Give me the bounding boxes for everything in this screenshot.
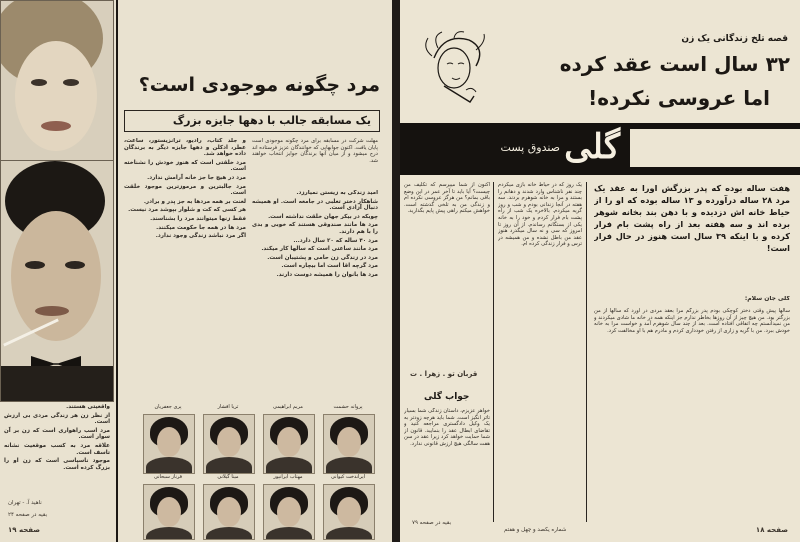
answer-item: مرد گرچه اقا است اما بیچاره است. (281, 263, 378, 270)
answer-item: مرد ها در همه جا حکومت میکنند. (156, 224, 246, 231)
answer-item: فقط زنها میتوانند مرد را بشناسند. (150, 215, 246, 222)
model-photo-man (0, 160, 114, 402)
column-rule (116, 0, 118, 542)
portrait-caption: فرناز سبحانی (153, 474, 183, 480)
portrait-caption: ایراندخت کیوانی (331, 474, 365, 480)
column-rule (586, 182, 587, 522)
portrait-caption: پری جعفریان (154, 404, 182, 410)
model-photo-woman (0, 0, 114, 162)
portrait-caption: مهتاب ایرانپور (273, 474, 303, 480)
answer-item: مرد در زندگی زن حامی و پشتیبان است. (267, 254, 378, 261)
story-summary: هفت ساله بوده که پدر بزرگش اورا به عقد یک مرد ۲۸ ساله درآورده و ۱۳ ساله بوده که او را از حیاط خانه اش دزدیده و با دهن بند بخانه شوهر برده اند و سه هفته بعد از راه پشت بام فرار کرده و با اینکه ۳۹ سال است هنوز در حال فرار است! (594, 183, 790, 253)
reply-title: جواب گلی (424, 392, 470, 402)
answer-item: امید زندگی به زیستن نمیارزد. (296, 190, 378, 196)
signature: قربان تو . زهرا . ت (410, 370, 478, 378)
portrait-caption: مریم ابراهیمی (273, 404, 303, 410)
answers-column-right (252, 190, 378, 390)
right-page (400, 0, 800, 542)
answer-item: علاقه مرد به کسب موقعیت نشانه تاسف است. (4, 442, 110, 456)
page-title: مرد چگونه موجودی است؟ (138, 74, 380, 96)
portrait-caption: پروانه حشمت (333, 404, 363, 410)
portrait-photo (323, 414, 375, 474)
answers-column-left (4, 404, 110, 514)
column-header-band (400, 123, 800, 175)
portrait-photo (263, 484, 315, 540)
page-caption: بقیه در صفحه ۲۴ (8, 512, 48, 518)
answers-column-middle (124, 138, 246, 390)
column-title-prefix: صندوق پست (500, 141, 560, 154)
answer-item: هر کسی که کت و شلوار بپوشد مرد نیست. (128, 207, 246, 214)
answer-item: شاهکار دختر تغلبی در جامعه است. او همیشه دنبال آزادی است. (252, 198, 378, 212)
page-gutter (392, 0, 400, 542)
answer-item: مرد خلقتی است که هنوز خودش را نشناخته است. (124, 159, 246, 173)
answer-item: اگر مرد نباشد زندگی وجود ندارد. (155, 233, 246, 240)
kicker: قصه تلخ زندگانی یک زن (681, 34, 788, 44)
page-number: صفحه ۱۸ (755, 526, 788, 534)
intro-text: مهلت شرکت در مسابقه برای مرد چگونه موجودی است پایان یافت. اکنون جوابهایی که خوانندگان عزیز فرستاده اند درج میشود و از میان آنها برندگان جوایز انتخاب خواهند شد. (252, 138, 378, 164)
answer-item: مرد ها بانوان را همیشه دوست دارند. (276, 271, 378, 278)
subheadline: یک مسابقه جالب با دهها جایزه بزرگ (172, 114, 371, 127)
left-page (0, 0, 392, 542)
reply-text: خواهر عزیزم، داستان زندگی شما بسیار تاثر انگیز است. شما باید هرچه زودتر به یک وکیل دادگستری مراجعه کنید و تقاضای ابطال عقد را بنمایید. قانون از شما حمایت خواهد کرد زیرا عقد در سن هفت سالگی هیچ ارزش قانونی ندارد. (404, 408, 490, 447)
answer-item: مرد مانند ساعتی است که سالها کار میکند. (261, 246, 378, 253)
letter-column-left: اکنون از شما میپرسم که تکلیف من چیست؟ آیا باید تا آخر عمر در این وضع باقی بمانم؟ من هرگز عروسی نکرده ام و زندگی من به تلخی گذشته است. خواهش میکنم راهی پیش پایم بگذارید. (404, 182, 490, 215)
portrait-photo (323, 484, 375, 540)
portrait-caption: مینا گیلانی (217, 474, 239, 480)
answer-item: لعنت بر همه مردها به جز پدر و برادر. (143, 198, 246, 205)
page-number: صفحه ۱۹ (8, 526, 41, 534)
portrait-photo (143, 484, 195, 540)
page-subtitle: اما عروسی نکرده! (588, 86, 770, 110)
answer-item: مرد اسب راهواری است که زن بر آن سوار است. (4, 427, 110, 441)
answer-item: چوبکه در بیکر جهان خلقت نداشته است. (268, 213, 378, 220)
answer-item: موجود ناسپاسی است که زن او را بزرگ کرده است. (4, 458, 110, 471)
page-title: ۳۲ سال است عقد کرده (559, 52, 790, 76)
answer-item: از نظر زن هر زندگی مردی بی ارزش است. (4, 412, 110, 426)
contributor-note: ناهید آ. - تهران (8, 500, 42, 506)
portrait-photo (203, 414, 255, 474)
footer-caption: بقیه در صفحه ۷۹ (412, 520, 452, 526)
portrait-caption: ثریا افشار (217, 404, 239, 410)
portrait-photo (263, 414, 315, 474)
answer-item: مرد جالبترین و مرموزترین موجود خلقت است. (124, 183, 246, 197)
sketch-woman-illustration (414, 28, 494, 108)
letter-column-middle: یک روز که در حیاط خانه بازی میکردم چند نفر ناشناس وارد شدند و دهانم را بستند و مرا به خانه شوهرم بردند. سه هفته در آنجا زندانی بودم و شب و روز گریه میکردم. بالاخره یک شب از راه پشت بام فرار کردم و خود را به خانه یکی از بستگانم رساندم. از آن روز تا امروز که سی و نه سال میگذرد هنوز عقد من باطل نشده و من همیشه در ترس و فرار زندگی کرده ام. (498, 182, 582, 248)
answer-item: و جلد کتاب، رادیو، ترانزیستور، ساعت، عطر، ادکلن و دهها جایزه دیگر به برندگان داده خواهد شد. (124, 138, 246, 158)
portrait-photo (203, 484, 255, 540)
column-rule (493, 182, 494, 522)
answer-item: مرد ها مانند صندوقی هستند که خوبی و بدی را با هم دارند. (252, 222, 378, 235)
answer-item: واقعیتی هستند. (66, 404, 110, 410)
letter-column-right: سالها پیش وقتی دختر کوچکی بودم پدر بزرگم مرا بعقد مردی در آورد که سالها از من بزرگتر بود. من هیچ چیز از آن روزها بخاطر ندارم جز اینکه همه در خانه ما شادی میکردند و من نمیدانستم چه اتفاقی افتاده است. بعد از چند سال شوهرم آمد و خواست مرا به خانه خودش ببرد. من با گریه و زاری از رفتن خودداری کردم و مادرم هم با او مخالفت کرد. (594, 308, 790, 334)
answer-item: مرد در هیچ جا جز خانه آرامش ندارد. (147, 174, 246, 181)
salutation: گلی جان سلام: (744, 296, 790, 302)
subheadline-box (124, 110, 380, 132)
footer-publication: شماره یکصد و چهل و هفتم (504, 527, 567, 533)
column-title-main: گلی (564, 127, 620, 167)
portrait-photo (143, 414, 195, 474)
answer-item: مرد ۴۰ ساله که ۲۰ سال دارد... (293, 237, 378, 244)
